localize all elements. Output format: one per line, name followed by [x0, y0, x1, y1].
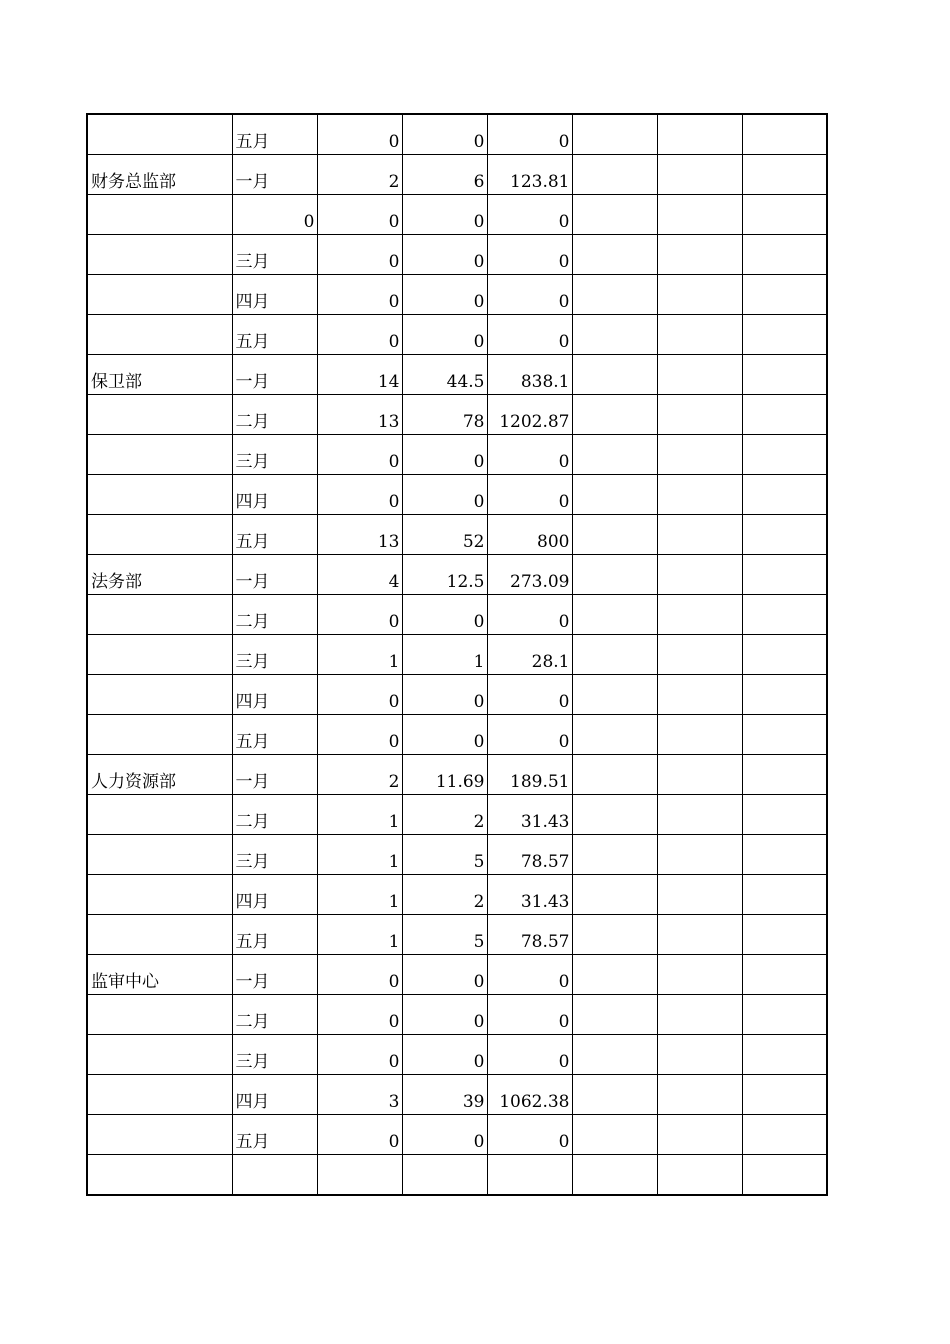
value-cell-1[interactable]: 0 — [317, 235, 402, 275]
value-cell-1[interactable]: 0 — [317, 995, 402, 1035]
department-cell[interactable] — [87, 435, 232, 475]
value-cell-2[interactable]: 0 — [402, 275, 487, 315]
value-cell-1[interactable]: 1 — [317, 875, 402, 915]
table-row — [87, 1035, 827, 1075]
empty-cell[interactable] — [742, 475, 827, 515]
value-cell-1[interactable]: 0 — [317, 955, 402, 995]
empty-cell[interactable] — [657, 555, 742, 595]
value-cell-2[interactable]: 0 — [402, 715, 487, 755]
department-cell[interactable]: 监审中心 — [87, 955, 232, 995]
empty-cell[interactable] — [657, 435, 742, 475]
value-cell-1[interactable]: 0 — [317, 715, 402, 755]
department-cell[interactable]: 法务部 — [87, 555, 232, 595]
table-row — [87, 875, 827, 915]
empty-cell[interactable] — [742, 635, 827, 675]
value-cell-2[interactable]: 5 — [402, 835, 487, 875]
empty-cell[interactable] — [742, 595, 827, 635]
value-cell-1[interactable]: 0 — [317, 315, 402, 355]
empty-cell[interactable] — [572, 1155, 657, 1196]
month-cell[interactable]: 五月 — [232, 1115, 317, 1155]
empty-cell[interactable] — [657, 235, 742, 275]
table-row — [87, 755, 827, 795]
month-cell[interactable]: 二月 — [232, 795, 317, 835]
value-cell-1[interactable]: 0 — [317, 475, 402, 515]
value-cell-1[interactable]: 1 — [317, 635, 402, 675]
empty-cell[interactable] — [572, 515, 657, 555]
empty-cell[interactable] — [572, 675, 657, 715]
empty-cell[interactable] — [572, 915, 657, 955]
empty-cell[interactable] — [742, 435, 827, 475]
table-row — [87, 315, 827, 355]
value-cell-3[interactable]: 1202.87 — [487, 395, 572, 435]
empty-cell[interactable] — [572, 1075, 657, 1115]
empty-cell[interactable] — [742, 195, 827, 235]
month-cell[interactable]: 一月 — [232, 355, 317, 395]
value-cell-2[interactable]: 2 — [402, 875, 487, 915]
department-cell[interactable] — [87, 195, 232, 235]
table-row — [87, 715, 827, 755]
department-cell[interactable] — [87, 275, 232, 315]
table-row — [87, 835, 827, 875]
table-row — [87, 515, 827, 555]
value-cell-1[interactable]: 13 — [317, 395, 402, 435]
value-cell-1[interactable]: 0 — [317, 675, 402, 715]
empty-cell[interactable] — [572, 835, 657, 875]
empty-cell[interactable] — [657, 675, 742, 715]
empty-cell[interactable] — [572, 475, 657, 515]
value-cell-3[interactable]: 31.43 — [487, 795, 572, 835]
value-cell-3[interactable] — [487, 1155, 572, 1196]
empty-cell[interactable] — [572, 635, 657, 675]
month-cell[interactable]: 五月 — [232, 114, 317, 155]
value-cell-2[interactable]: 5 — [402, 915, 487, 955]
value-cell-2[interactable]: 0 — [402, 315, 487, 355]
value-cell-3[interactable]: 1062.38 — [487, 1075, 572, 1115]
empty-cell[interactable] — [742, 1155, 827, 1196]
value-cell-3[interactable]: 0 — [487, 275, 572, 315]
month-cell[interactable]: 四月 — [232, 1075, 317, 1115]
table-row — [87, 275, 827, 315]
month-cell[interactable]: 五月 — [232, 515, 317, 555]
empty-cell[interactable] — [572, 555, 657, 595]
value-cell-3[interactable]: 0 — [487, 114, 572, 155]
value-cell-2[interactable]: 44.5 — [402, 355, 487, 395]
empty-cell[interactable] — [572, 1035, 657, 1075]
table-row — [87, 1155, 827, 1196]
empty-cell[interactable] — [742, 275, 827, 315]
empty-cell[interactable] — [657, 955, 742, 995]
value-cell-1[interactable]: 1 — [317, 795, 402, 835]
value-cell-3[interactable]: 0 — [487, 315, 572, 355]
empty-cell[interactable] — [572, 235, 657, 275]
empty-cell[interactable] — [572, 275, 657, 315]
empty-cell[interactable] — [572, 155, 657, 195]
month-cell[interactable]: 三月 — [232, 235, 317, 275]
empty-cell[interactable] — [742, 555, 827, 595]
department-cell[interactable] — [87, 875, 232, 915]
month-cell[interactable]: 二月 — [232, 995, 317, 1035]
table-row — [87, 395, 827, 435]
empty-cell[interactable] — [572, 955, 657, 995]
empty-cell[interactable] — [742, 675, 827, 715]
empty-cell[interactable] — [742, 1115, 827, 1155]
value-cell-1[interactable]: 0 — [317, 275, 402, 315]
value-cell-2[interactable]: 0 — [402, 995, 487, 1035]
month-cell[interactable]: 一月 — [232, 755, 317, 795]
department-cell[interactable] — [87, 675, 232, 715]
value-cell-1[interactable]: 0 — [317, 595, 402, 635]
month-cell[interactable]: 一月 — [232, 555, 317, 595]
month-cell[interactable]: 五月 — [232, 915, 317, 955]
value-cell-2[interactable]: 2 — [402, 795, 487, 835]
value-cell-3[interactable]: 0 — [487, 195, 572, 235]
value-cell-1[interactable]: 3 — [317, 1075, 402, 1115]
table-row — [87, 635, 827, 675]
value-cell-1[interactable]: 2 — [317, 155, 402, 195]
month-cell[interactable]: 三月 — [232, 835, 317, 875]
table-row — [87, 595, 827, 635]
empty-cell[interactable] — [657, 275, 742, 315]
value-cell-1[interactable] — [317, 1155, 402, 1196]
value-cell-3[interactable]: 0 — [487, 435, 572, 475]
empty-cell[interactable] — [657, 114, 742, 155]
value-cell-3[interactable]: 31.43 — [487, 875, 572, 915]
empty-cell[interactable] — [742, 795, 827, 835]
value-cell-2[interactable]: 0 — [402, 475, 487, 515]
month-cell[interactable]: 五月 — [232, 315, 317, 355]
table-row — [87, 555, 827, 595]
department-cell[interactable] — [87, 1115, 232, 1155]
department-cell[interactable] — [87, 475, 232, 515]
table-row — [87, 435, 827, 475]
department-cell[interactable] — [87, 635, 232, 675]
department-cell[interactable] — [87, 1035, 232, 1075]
value-cell-2[interactable]: 0 — [402, 1035, 487, 1075]
table-row — [87, 355, 827, 395]
value-cell-1[interactable]: 4 — [317, 555, 402, 595]
value-cell-3[interactable]: 0 — [487, 1035, 572, 1075]
empty-cell[interactable] — [657, 715, 742, 755]
department-cell[interactable] — [87, 515, 232, 555]
month-cell[interactable]: 四月 — [232, 475, 317, 515]
month-cell[interactable]: 五月 — [232, 715, 317, 755]
table-row — [87, 675, 827, 715]
empty-cell[interactable] — [657, 475, 742, 515]
empty-cell[interactable] — [657, 635, 742, 675]
empty-cell[interactable] — [572, 795, 657, 835]
empty-cell[interactable] — [657, 515, 742, 555]
empty-cell[interactable] — [742, 395, 827, 435]
empty-cell[interactable] — [742, 155, 827, 195]
empty-cell[interactable] — [742, 315, 827, 355]
empty-cell[interactable] — [657, 1155, 742, 1196]
department-cell[interactable]: 保卫部 — [87, 355, 232, 395]
value-cell-3[interactable]: 273.09 — [487, 555, 572, 595]
value-cell-3[interactable]: 0 — [487, 595, 572, 635]
value-cell-2[interactable]: 78 — [402, 395, 487, 435]
department-cell[interactable] — [87, 235, 232, 275]
empty-cell[interactable] — [572, 755, 657, 795]
table-row — [87, 795, 827, 835]
value-cell-1[interactable]: 0 — [317, 435, 402, 475]
month-cell[interactable]: 二月 — [232, 395, 317, 435]
department-cell[interactable] — [87, 835, 232, 875]
empty-cell[interactable] — [572, 1115, 657, 1155]
value-cell-2[interactable]: 0 — [402, 955, 487, 995]
empty-cell[interactable] — [657, 755, 742, 795]
table-row — [87, 1115, 827, 1155]
month-cell[interactable]: 二月 — [232, 595, 317, 635]
month-cell[interactable]: 三月 — [232, 1035, 317, 1075]
empty-cell[interactable] — [572, 195, 657, 235]
value-cell-3[interactable]: 0 — [487, 995, 572, 1035]
table-row — [87, 915, 827, 955]
department-cell[interactable] — [87, 915, 232, 955]
department-cell[interactable]: 人力资源部 — [87, 755, 232, 795]
value-cell-3[interactable]: 0 — [487, 235, 572, 275]
table-row — [87, 1075, 827, 1115]
value-cell-2[interactable] — [402, 1155, 487, 1196]
value-cell-1[interactable]: 0 — [317, 1035, 402, 1075]
value-cell-3[interactable]: 838.1 — [487, 355, 572, 395]
empty-cell[interactable] — [742, 515, 827, 555]
value-cell-3[interactable]: 28.1 — [487, 635, 572, 675]
table-row — [87, 475, 827, 515]
empty-cell[interactable] — [657, 835, 742, 875]
value-cell-3[interactable]: 78.57 — [487, 835, 572, 875]
empty-cell[interactable] — [657, 155, 742, 195]
empty-cell[interactable] — [742, 955, 827, 995]
empty-cell[interactable] — [657, 355, 742, 395]
month-cell[interactable]: 一月 — [232, 955, 317, 995]
value-cell-3[interactable]: 189.51 — [487, 755, 572, 795]
empty-cell[interactable] — [572, 995, 657, 1035]
empty-cell[interactable] — [742, 755, 827, 795]
table-row — [87, 155, 827, 195]
value-cell-3[interactable]: 0 — [487, 715, 572, 755]
department-cell[interactable] — [87, 595, 232, 635]
value-cell-1[interactable]: 13 — [317, 515, 402, 555]
month-cell[interactable]: 三月 — [232, 435, 317, 475]
department-cell[interactable] — [87, 114, 232, 155]
department-cell[interactable] — [87, 395, 232, 435]
empty-cell[interactable] — [657, 595, 742, 635]
empty-cell[interactable] — [572, 114, 657, 155]
value-cell-2[interactable]: 0 — [402, 595, 487, 635]
value-cell-1[interactable]: 1 — [317, 835, 402, 875]
empty-cell[interactable] — [657, 1075, 742, 1115]
value-cell-3[interactable]: 0 — [487, 955, 572, 995]
empty-cell[interactable] — [657, 195, 742, 235]
value-cell-2[interactable]: 0 — [402, 435, 487, 475]
value-cell-1[interactable]: 0 — [317, 114, 402, 155]
department-cell[interactable] — [87, 1075, 232, 1115]
department-cell[interactable] — [87, 1155, 232, 1196]
empty-cell[interactable] — [657, 395, 742, 435]
value-cell-2[interactable]: 0 — [402, 195, 487, 235]
value-cell-3[interactable]: 800 — [487, 515, 572, 555]
department-cell[interactable]: 财务总监部 — [87, 155, 232, 195]
spreadsheet-table — [86, 113, 828, 1196]
month-cell[interactable]: 四月 — [232, 275, 317, 315]
value-cell-1[interactable]: 14 — [317, 355, 402, 395]
value-cell-3[interactable]: 123.81 — [487, 155, 572, 195]
empty-cell[interactable] — [657, 915, 742, 955]
empty-cell[interactable] — [572, 435, 657, 475]
value-cell-2[interactable]: 0 — [402, 114, 487, 155]
value-cell-3[interactable]: 78.57 — [487, 915, 572, 955]
table-row — [87, 235, 827, 275]
empty-cell[interactable] — [742, 355, 827, 395]
month-cell[interactable] — [232, 1155, 317, 1196]
empty-cell[interactable] — [572, 715, 657, 755]
empty-cell[interactable] — [742, 114, 827, 155]
table-row — [87, 114, 827, 155]
value-cell-2[interactable]: 0 — [402, 235, 487, 275]
value-cell-1[interactable]: 0 — [317, 1115, 402, 1155]
empty-cell[interactable] — [742, 875, 827, 915]
value-cell-1[interactable]: 2 — [317, 755, 402, 795]
month-cell[interactable]: 四月 — [232, 675, 317, 715]
department-cell[interactable] — [87, 315, 232, 355]
empty-cell[interactable] — [742, 1075, 827, 1115]
empty-cell[interactable] — [572, 875, 657, 915]
empty-cell[interactable] — [657, 315, 742, 355]
value-cell-2[interactable]: 0 — [402, 1115, 487, 1155]
value-cell-1[interactable]: 1 — [317, 915, 402, 955]
empty-cell[interactable] — [742, 915, 827, 955]
empty-cell[interactable] — [657, 995, 742, 1035]
value-cell-2[interactable]: 6 — [402, 155, 487, 195]
empty-cell[interactable] — [657, 795, 742, 835]
value-cell-2[interactable]: 1 — [402, 635, 487, 675]
value-cell-3[interactable]: 0 — [487, 1115, 572, 1155]
value-cell-3[interactable]: 0 — [487, 675, 572, 715]
month-cell[interactable]: 一月 — [232, 155, 317, 195]
table-row — [87, 995, 827, 1035]
department-cell[interactable] — [87, 795, 232, 835]
empty-cell[interactable] — [742, 835, 827, 875]
value-cell-2[interactable]: 12.5 — [402, 555, 487, 595]
empty-cell[interactable] — [742, 715, 827, 755]
empty-cell[interactable] — [572, 355, 657, 395]
department-cell[interactable] — [87, 715, 232, 755]
value-cell-2[interactable]: 52 — [402, 515, 487, 555]
department-cell[interactable] — [87, 995, 232, 1035]
empty-cell[interactable] — [742, 235, 827, 275]
empty-cell[interactable] — [572, 315, 657, 355]
empty-cell[interactable] — [657, 1035, 742, 1075]
table-row — [87, 955, 827, 995]
value-cell-2[interactable]: 11.69 — [402, 755, 487, 795]
value-cell-1[interactable]: 0 — [317, 195, 402, 235]
empty-cell[interactable] — [657, 1115, 742, 1155]
month-cell[interactable]: 三月 — [232, 635, 317, 675]
value-cell-2[interactable]: 39 — [402, 1075, 487, 1115]
empty-cell[interactable] — [572, 395, 657, 435]
value-cell-3[interactable]: 0 — [487, 475, 572, 515]
month-cell[interactable]: 四月 — [232, 875, 317, 915]
empty-cell[interactable] — [572, 595, 657, 635]
empty-cell[interactable] — [742, 1035, 827, 1075]
month-cell[interactable]: 0 — [232, 195, 317, 235]
table-row — [87, 195, 827, 235]
empty-cell[interactable] — [657, 875, 742, 915]
empty-cell[interactable] — [742, 995, 827, 1035]
value-cell-2[interactable]: 0 — [402, 675, 487, 715]
table-body — [87, 114, 827, 1195]
